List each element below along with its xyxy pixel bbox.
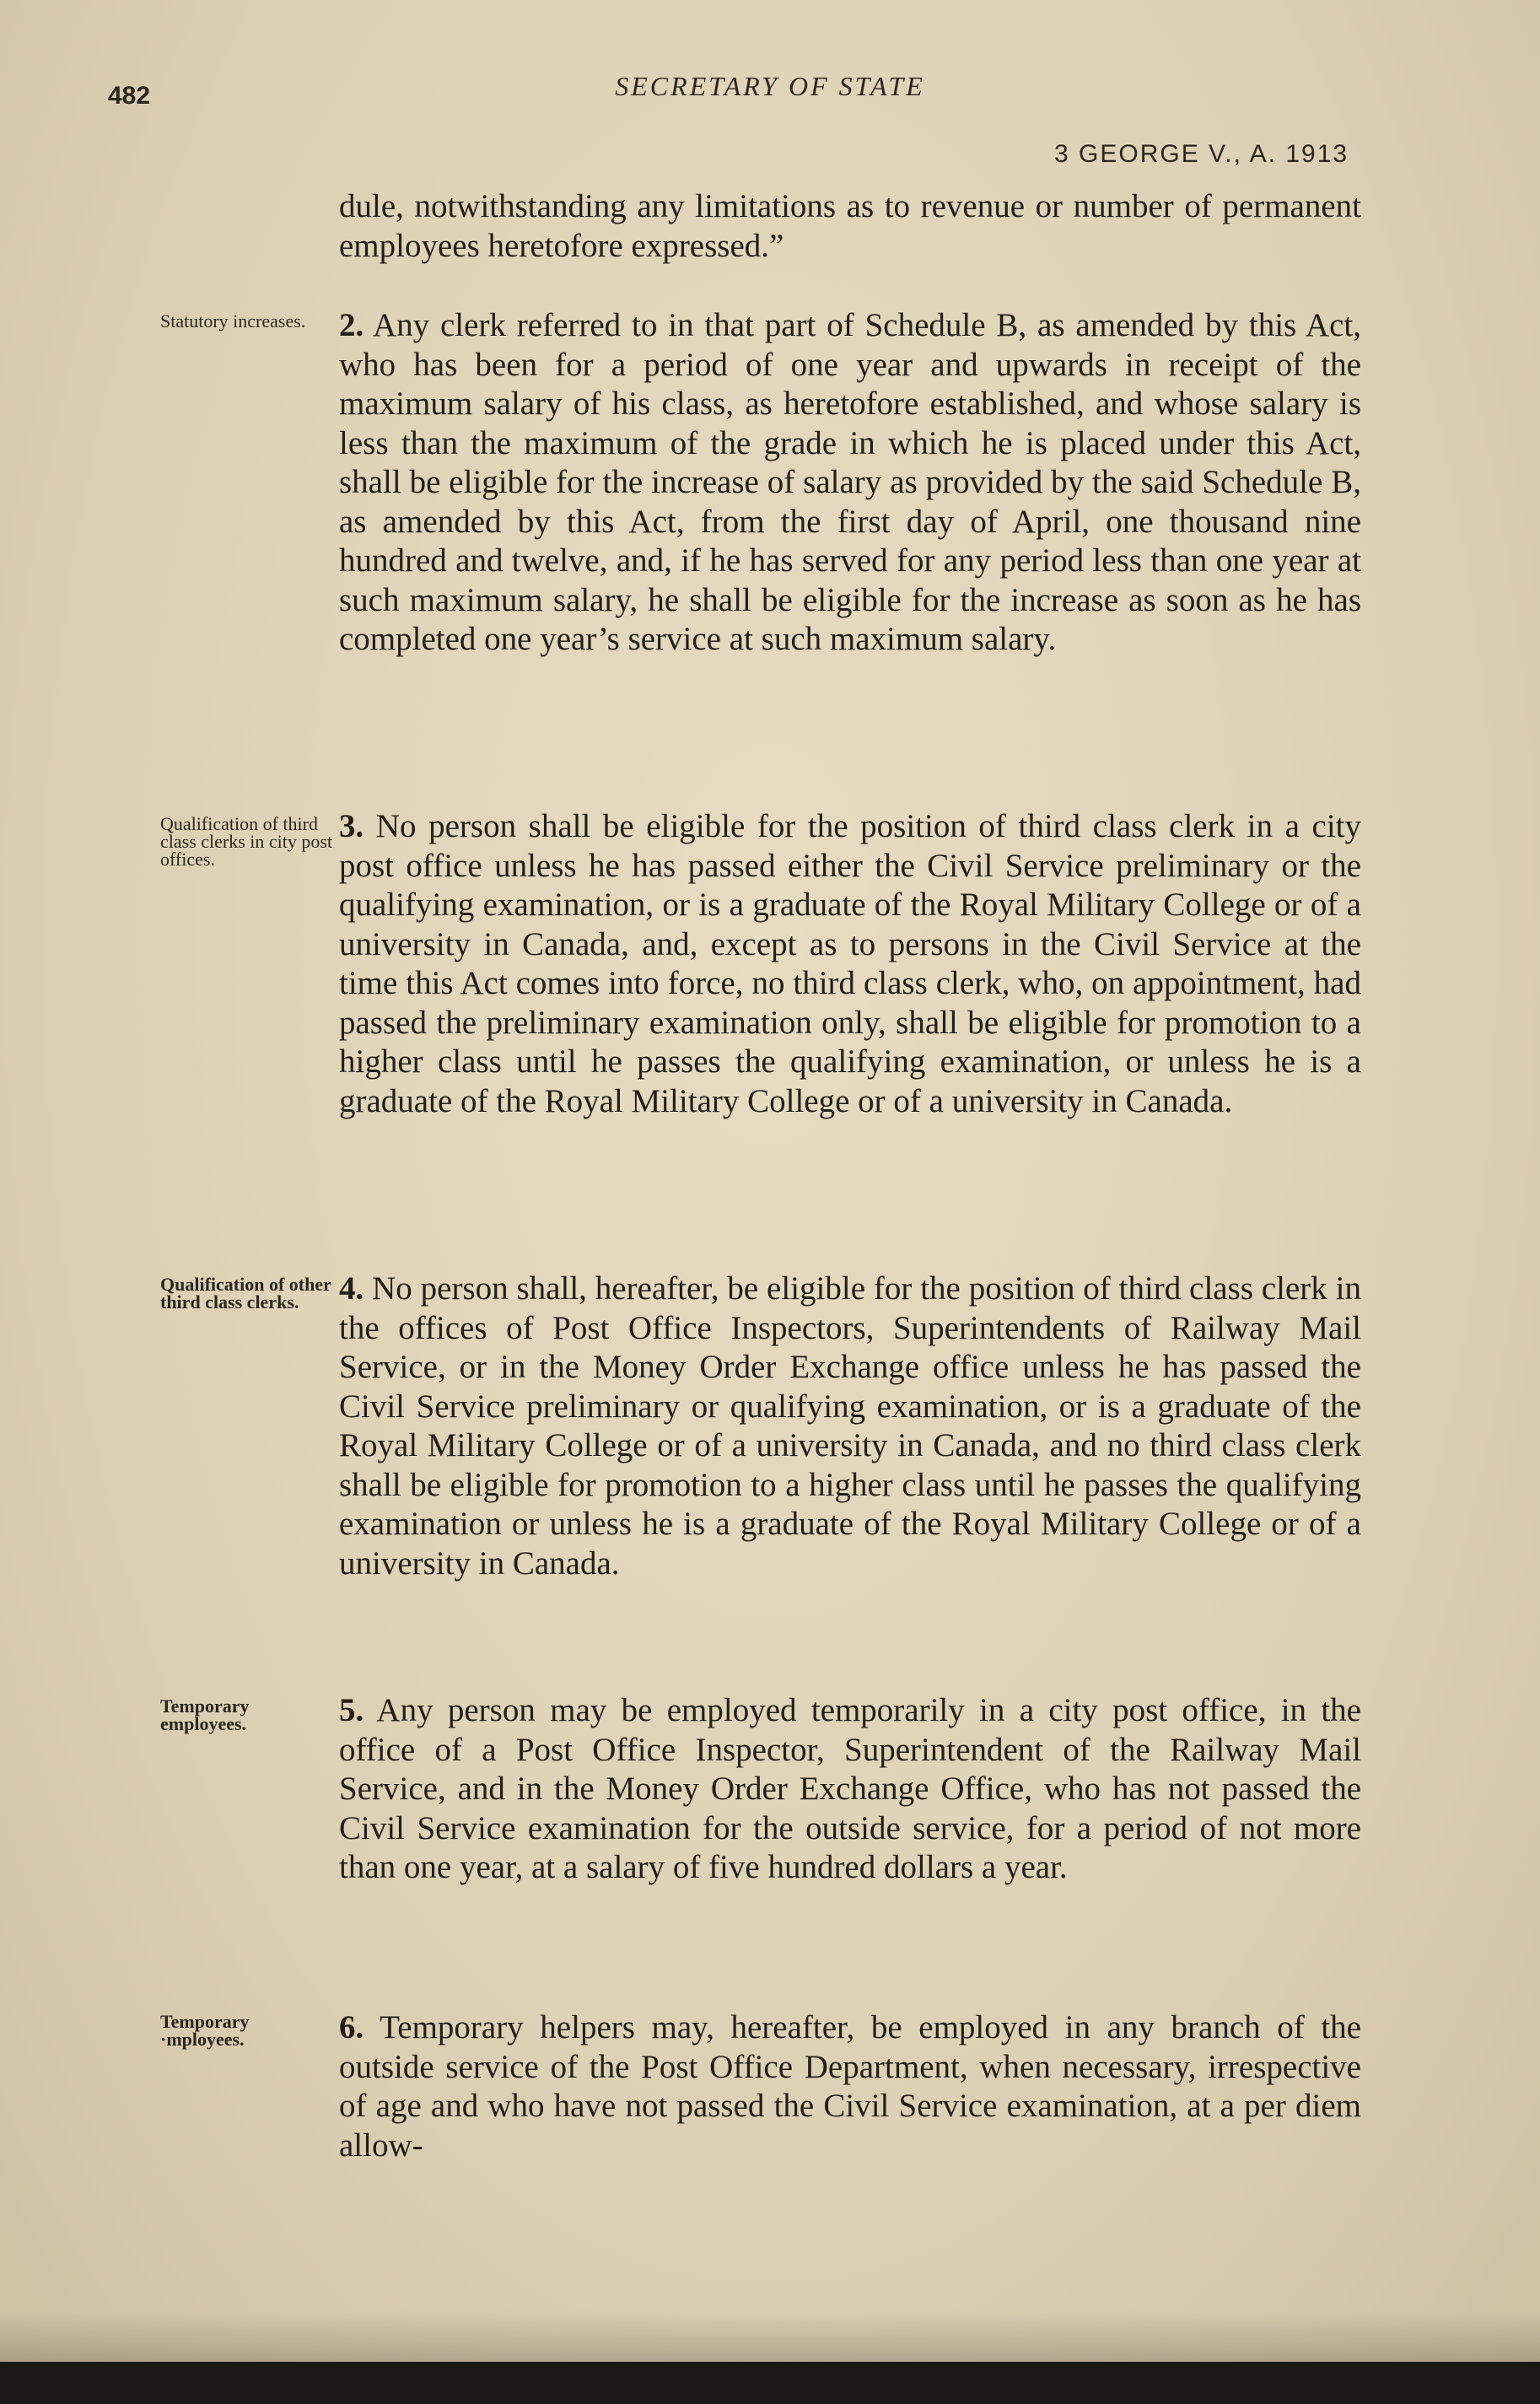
- section-4-text: No person shall, hereafter, be eligible for the position of third class clerk in the offices of Post Office Inspectors, Superintendents of Railway Mail Service, or in the Money Order Exchange office unless he has passed the Civil Service preliminary or qualifying examination, or is a graduate of the Royal Military College or of a university in Canada, and no third class clerk shall be eligible for promotion to a higher class until he passes the qualifying examination or unless he is a graduate of the Royal Military College or of a university in Canada.: [339, 1270, 1361, 1582]
- section-5-number: 5.: [339, 1692, 364, 1728]
- section-5-paragraph: [339, 1691, 1361, 1888]
- session-line: 3 GEORGE V., A. 1913: [1054, 140, 1349, 168]
- section-3-text: No person shall be eligible for the position of third class clerk in a city post office unless he has passed either the Civil Service preliminary or the qualifying examination, or is a graduate of the Royal Military College or of a university in Canada, and, except as to persons in the Civil Service at the time this Act comes into force, no third class clerk, who, on appointment, had passed the preliminary examination only, shall be eligible for promotion to a higher class until he passes the qualifying examination, or unless he is a graduate of the Royal Military College or of a university in Canada.: [339, 808, 1361, 1119]
- page-bottom-shadow: [0, 2311, 1540, 2362]
- continuation-paragraph: dule, notwithstanding any limitations as to revenue or number of permanent employees heretofore expressed.”: [339, 188, 1361, 264]
- section-2-number: 2.: [339, 307, 364, 343]
- section-6-text: Temporary helpers may, hereafter, be employed in any branch of the outside service of the Post Office Department, when necessary, irrespective of age and who have not passed the Civil Service examination, at a per diem allow-: [339, 2009, 1361, 2164]
- section-2-paragraph: [339, 306, 1361, 660]
- running-head: SECRETARY OF STATE: [615, 71, 925, 101]
- margin-note-section-3: Qualification of third class clerks in city post offices.: [160, 813, 333, 870]
- margin-note-section-4: Qualification of other third class clerks.: [160, 1274, 331, 1312]
- section-3-number: 3.: [339, 808, 364, 844]
- margin-note-section-5: Temporary employees.: [160, 1695, 250, 1734]
- section-3-paragraph: [339, 807, 1361, 1121]
- section-2-text: Any clerk referred to in that part of Schedule B, as amended by this Act, who has been for a period of one year and upwards in receipt of the maximum salary of his class, as heretofore established, and whose salary is less than the maximum of the grade in which he is placed under this Act, shall be eligible for the increase of salary as provided by the said Schedule B, as amended by this Act, from the first day of April, one thousand nine hundred and twelve, and, if he has served for any period less than one year at such maximum salary, he shall be eligible for the increase as soon as he has completed one year’s service at such maximum salary.: [339, 307, 1361, 657]
- section-6-number: 6.: [339, 2009, 364, 2046]
- section-5-text: Any person may be employed temporarily in a city post office, in the office of a Post Office Inspector, Superintendent of the Railway Mail Service, and in the Money Order Exchange Office, who has not passed the Civil Service examination for the outside service, for a period of not more than one year, at a salary of five hundred dollars a year.: [339, 1692, 1361, 1885]
- section-4-number: 4.: [339, 1270, 364, 1307]
- section-6-paragraph: [339, 2008, 1361, 2165]
- margin-note-section-6: Temporary ·mployees.: [160, 2011, 250, 2050]
- page-number: 482: [108, 82, 151, 110]
- section-4-paragraph: [339, 1269, 1361, 1583]
- margin-note-section-2: Statutory increases.: [160, 310, 306, 331]
